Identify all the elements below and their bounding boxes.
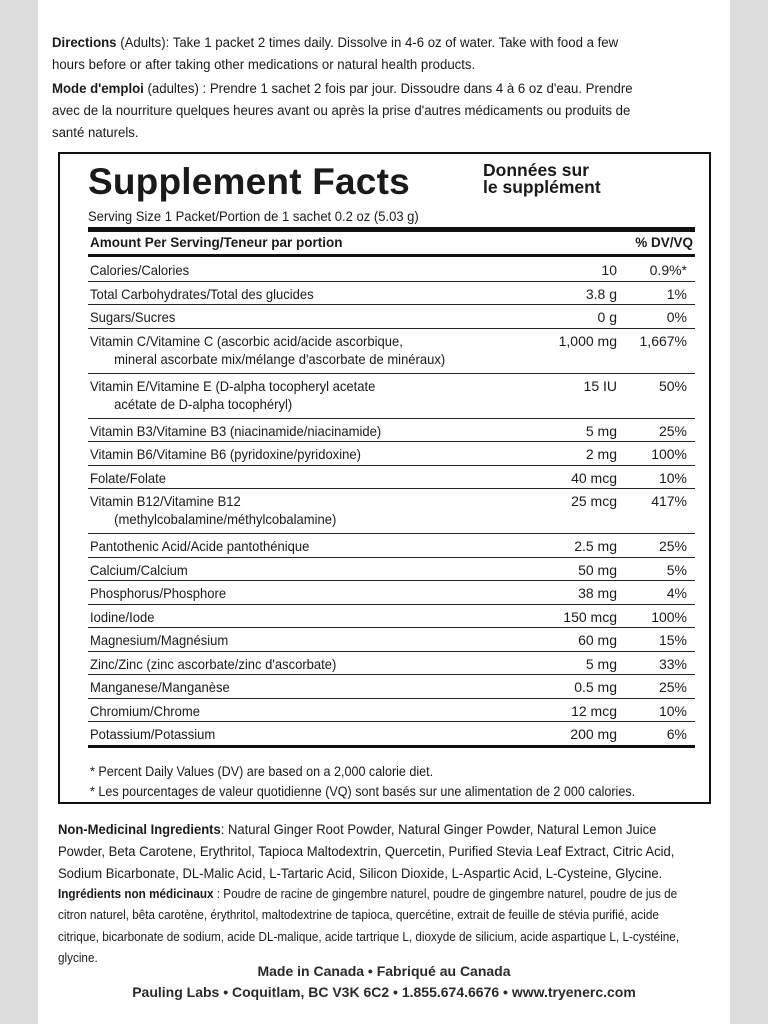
directions-fr <box>52 78 647 144</box>
ingredients-fr <box>58 884 690 970</box>
nutrient-amount: 2.5 mg <box>574 538 617 554</box>
nutrient-dv: 0% <box>666 309 687 325</box>
nutrient-dv: 100% <box>651 608 687 625</box>
table-row <box>88 534 695 558</box>
table-row <box>88 466 695 490</box>
nutrient-name <box>90 492 471 528</box>
made-in-canada: Made in Canada • Fabriqué au Canada <box>257 963 511 979</box>
nutrient-name-line2: mineral ascorbate mix/mélange d'ascorbate de minéraux) <box>114 350 446 367</box>
table-row <box>88 374 695 419</box>
nutrient-name-line1: Total Carbohydrates/Total des glucides <box>90 285 314 302</box>
footnote-fr: * Les pourcentages de valeur quotidienne (VQ) sont basés sur une alimentation de 2 000 calories. <box>90 784 636 799</box>
directions-fr-text: (adultes) : Prendre 1 sachet 2 fois par jour. Dissoudre dans 4 à 6 oz d'eau. Prendre avec de la nourriture quelques heures avant ou après la prise d'autres médicaments ou produits de santé naturels. <box>52 81 633 141</box>
table-row <box>88 558 695 582</box>
table-row <box>88 442 695 466</box>
nutrient-amount: 2 mg <box>585 446 617 462</box>
nutrient-amount: 0.5 mg <box>574 679 617 695</box>
nutrient-amount: 12 mcg <box>571 702 617 719</box>
nutrient-name <box>90 332 471 368</box>
footnotes <box>90 762 685 802</box>
nutrient-amount: 50 mg <box>578 561 617 578</box>
nutrient-dv: 25% <box>658 422 687 439</box>
nutrient-name <box>90 584 471 602</box>
nutrient-name-line1: Vitamin B12/Vitamine B12 <box>90 493 241 509</box>
nutrient-name <box>90 445 471 463</box>
nutrient-dv: 25% <box>658 679 687 695</box>
nutrient-amount: 10 <box>601 262 617 278</box>
nutrient-name-line1: Vitamin B6/Vitamine B6 (pyridoxine/pyridoxine) <box>90 446 361 462</box>
nutrient-amount: 150 mcg <box>563 608 617 625</box>
nutrient-dv: 0.9%* <box>649 262 687 278</box>
nutrient-name-line1: Phosphorus/Phosphore <box>90 585 227 601</box>
nutrient-name-line1: Iodine/Iode <box>90 608 155 625</box>
nutrient-name-line1: Chromium/Chrome <box>90 702 200 719</box>
table-row <box>88 581 695 605</box>
nutrient-name-line1: Zinc/Zinc (zinc ascorbate/zinc d'ascorbate) <box>90 655 337 672</box>
directions-en-label: Directions <box>52 35 117 51</box>
nutrient-name <box>90 655 471 673</box>
nutrient-rows <box>88 258 695 748</box>
nutrient-name <box>90 678 471 696</box>
thick-divider <box>88 227 695 232</box>
ingredients-en-text: : Natural Ginger Root Powder, Natural Ginger Powder, Natural Lemon Juice Powder, Beta Carotene, Erythritol, Tapioca Maltodextrin, Quercetin, Purified Stevia Leaf Extract, Citric Acid, Sodium Bicarbonate, DL-Malic Acid, L-Tartaric Acid, Silicon Dioxide, L-Aspartic Acid, L-Cysteine, Glycine. <box>58 821 675 881</box>
nutrient-dv: 15% <box>658 632 687 648</box>
nutrient-amount: 40 mcg <box>571 469 617 486</box>
nutrient-name <box>90 725 471 743</box>
nutrient-name <box>90 537 471 555</box>
company-info: Pauling Labs • Coquitlam, BC V3K 6C2 • 1.855.674.6676 • www.tryenerc.com <box>132 984 636 1000</box>
nutrient-amount: 38 mg <box>578 585 617 601</box>
nutrient-amount: 15 IU <box>583 377 617 394</box>
footnote-en: * Percent Daily Values (DV) are based on a 2,000 calorie diet. <box>90 764 434 779</box>
nutrient-amount: 3.8 g <box>585 285 617 302</box>
facts-title-fr <box>483 162 601 196</box>
nutrient-amount: 60 mg <box>578 632 617 648</box>
nutrient-name <box>90 608 471 626</box>
nutrient-name-line1: Pantothenic Acid/Acide pantothénique <box>90 538 310 554</box>
nutrient-name <box>90 631 471 649</box>
nutrient-dv: 1% <box>666 285 687 302</box>
table-row <box>88 652 695 676</box>
ingredients-en-label: Non-Medicinal Ingredients <box>58 821 221 837</box>
nutrient-dv: 10% <box>658 469 687 486</box>
nutrient-name <box>90 561 471 579</box>
nutrient-name-line1: Vitamin E/Vitamine E (D-alpha tocopheryl acetate <box>90 377 376 394</box>
nutrient-name <box>90 422 471 440</box>
table-row <box>88 699 695 723</box>
ingredients-section <box>58 818 690 970</box>
nutrient-name-line2: acétate de D-alpha tocophéryl) <box>114 395 293 412</box>
amount-header: Amount Per Serving/Teneur par portion <box>90 235 343 250</box>
nutrient-name-line1: Sugars/Sucres <box>90 309 176 325</box>
nutrient-name-line1: Calcium/Calcium <box>90 561 188 578</box>
ingredients-fr-text: : Poudre de racine de gingembre naturel, poudre de gingembre naturel, poudre de jus de citron naturel, bêta carotène, érythritol, maltodextrine de tapioca, quercétine, extrait de feuille de stévia purifié, acide citrique, bicarbonate de sodium, acide DL-malique, acide tartrique L, dioxyde de silicium, acide aspartique L, L-cystéine, glycine. <box>58 887 680 966</box>
nutrient-amount: 5 mg <box>585 422 617 439</box>
nutrient-dv: 1,667% <box>639 332 687 349</box>
nutrient-dv: 10% <box>658 702 687 719</box>
table-row <box>88 628 695 652</box>
nutrient-name-line1: Vitamin C/Vitamine C (ascorbic acid/acide ascorbique, <box>90 332 403 349</box>
nutrient-dv: 50% <box>658 377 687 394</box>
directions-section <box>52 32 647 146</box>
nutrient-name-line2: (methylcobalamine/méthylcobalamine) <box>114 511 337 527</box>
facts-title-fr-line2: le supplément <box>483 177 601 197</box>
nutrient-name-line1: Folate/Folate <box>90 469 166 486</box>
directions-en-text: (Adults): Take 1 packet 2 times daily. Dissolve in 4-6 oz of water. Take with food a few hours before or after taking other medications or natural health products. <box>52 35 619 73</box>
nutrient-name <box>90 377 471 413</box>
table-row <box>88 722 695 748</box>
nutrient-name <box>90 469 471 487</box>
serving-size: Serving Size 1 Packet/Portion de 1 sachet 0.2 oz (5.03 g) <box>88 208 419 224</box>
table-row <box>88 675 695 699</box>
nutrient-name <box>90 308 471 326</box>
nutrient-dv: 25% <box>658 538 687 554</box>
nutrient-amount: 5 mg <box>585 655 617 672</box>
nutrient-amount: 0 g <box>597 309 617 325</box>
directions-fr-label: Mode d'emploi <box>52 81 144 97</box>
nutrient-amount: 25 mcg <box>571 493 617 509</box>
nutrient-name-line1: Vitamin B3/Vitamine B3 (niacinamide/niacinamide) <box>90 422 382 439</box>
facts-title-fr-line1: Données sur <box>483 160 589 180</box>
nutrient-dv: 417% <box>651 493 687 509</box>
nutrient-name <box>90 702 471 720</box>
table-row <box>88 258 695 282</box>
table-row <box>88 329 695 374</box>
ingredients-en <box>58 818 690 884</box>
nutrient-name-line1: Manganese/Manganèse <box>90 679 230 695</box>
nutrient-name-line1: Potassium/Potassium <box>90 726 216 742</box>
table-row <box>88 419 695 443</box>
nutrient-dv: 33% <box>658 655 687 672</box>
facts-title: Supplement Facts <box>88 161 410 202</box>
facts-title-row <box>88 160 688 208</box>
nutrient-amount: 200 mg <box>570 726 617 742</box>
table-row <box>88 605 695 629</box>
nutrient-dv: 6% <box>666 726 687 742</box>
table-row <box>88 489 695 534</box>
nutrient-name <box>90 261 471 279</box>
nutrient-dv: 100% <box>651 446 687 462</box>
medium-divider <box>88 254 695 257</box>
nutrient-name-line1: Calories/Calories <box>90 262 190 278</box>
table-row <box>88 305 695 329</box>
nutrient-dv: 4% <box>666 585 687 601</box>
supplement-facts-panel <box>58 152 711 804</box>
dv-header: % DV/VQ <box>635 235 693 250</box>
amount-header-row <box>88 234 695 254</box>
nutrient-amount: 1,000 mg <box>558 332 617 349</box>
ingredients-fr-label: Ingrédients non médicinaux <box>58 887 214 901</box>
table-row <box>88 282 695 306</box>
nutrient-name <box>90 285 471 303</box>
nutrient-name-line1: Magnesium/Magnésium <box>90 632 229 648</box>
nutrient-dv: 5% <box>666 561 687 578</box>
directions-en <box>52 32 647 76</box>
